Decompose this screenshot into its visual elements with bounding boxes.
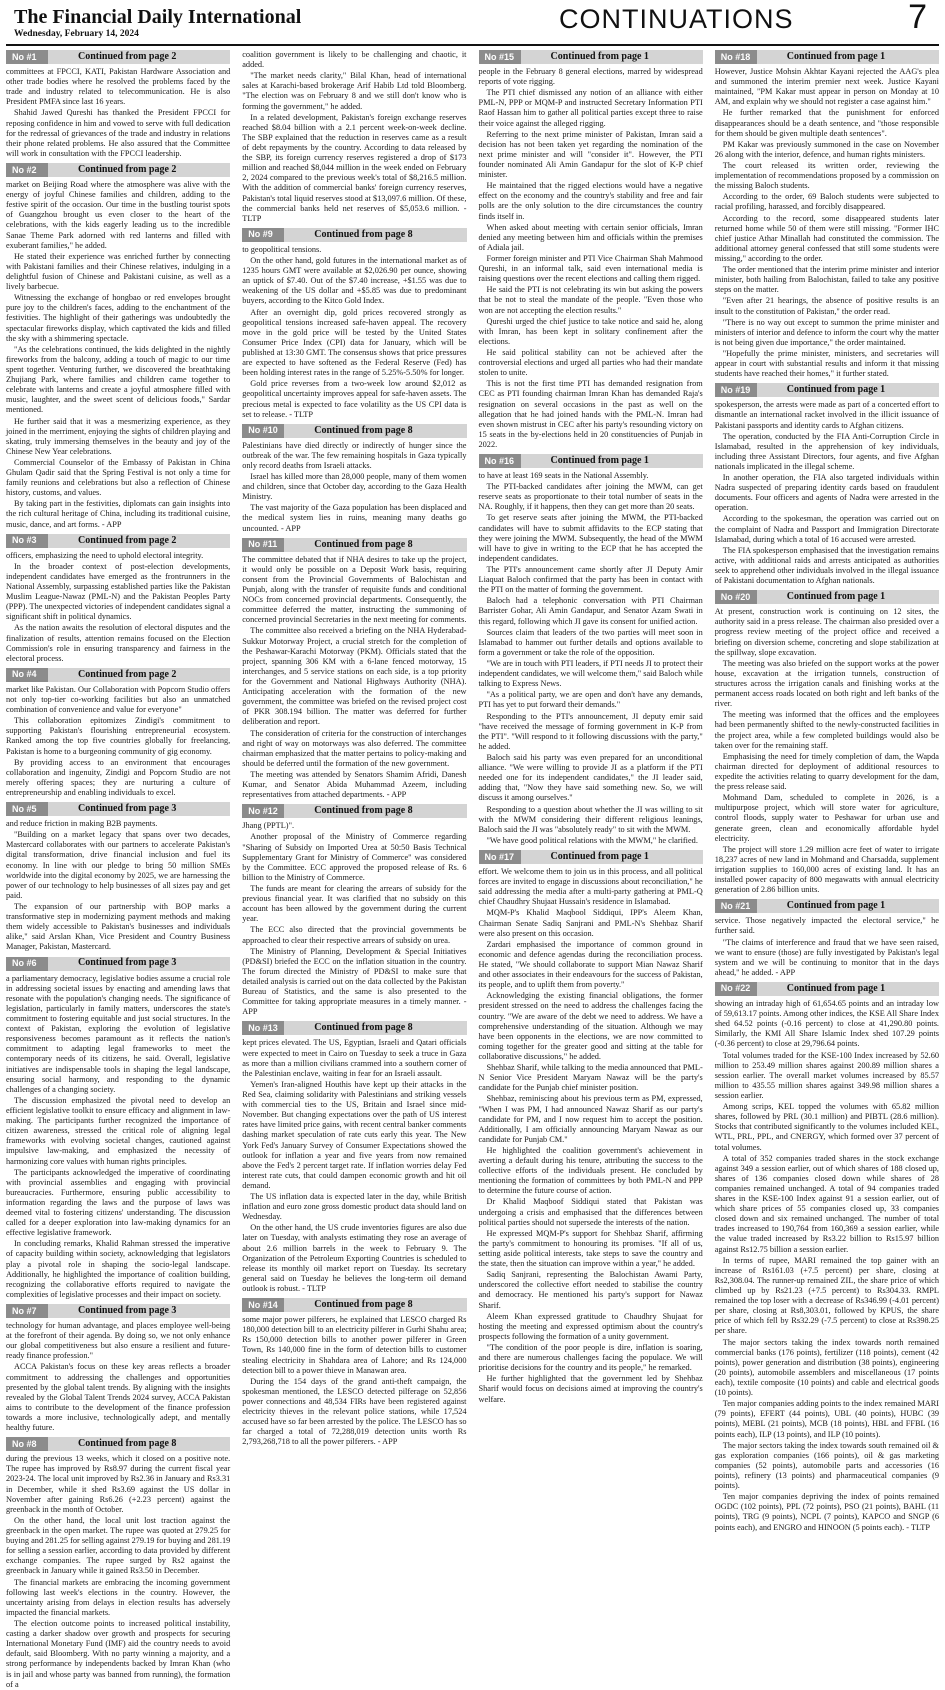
article-paragraph: "The condition of the poor people is dire, inflation is soaring, and there are numerous challenges facing the populace. We will prioritise decisions for the country and its people," he remarked. [478,1343,703,1373]
article-paragraph: He further said that it was a mesmerizing experience, as they joined in the merriment, enjoying the sights of children playing and skating, truly immersing themselves in the beauty and joy of the Chinese New Year celebrations. [6,416,231,456]
article-paragraph: Commercial Counselor of the Embassy of Pakistan in China Ghulam Qadir said that the Spring Festival is not only a time for family reunions and celebrations but also a reflection of Chinese history, customs, and values. [6,457,231,498]
continuation-header [715,899,939,913]
article-paragraph: The consideration of criteria for the construction of interchanges and right of way on motorways was also deferred. The committee chairman emphasized that the matter pertains to policy-making and should be deferred until the formation of the new government. [242,728,467,768]
continued-from-label: Continued from page 8 [284,424,466,438]
article-body [242,1038,466,1294]
article-paragraph: Baloch said his party was even prepared for an unconditional alliance. "We were willing to provide JI as a platform if the PTI needed one for its independent candidates," the JI leader said, adding that, "Now they have said something new. So, we will discuss it among ourselves." [478,753,703,803]
article-body [479,67,703,450]
article-paragraph: people in the February 8 general elections, marred by widespread reports of vote rigging. [478,67,703,87]
article-paragraph: At present, construction work is continuing on 12 sites, the authority said in a press release. The chairman also presided over a progress review meeting of the project office and received a briefing on diversion scheme, concreting and slope stabilization at the spillway, slope excavation. [714,607,939,657]
article-paragraph: He said political stability can not be achieved after the controversial elections and urged all parties who had their mandate stolen to unite. [478,347,703,378]
continuation-header [242,1298,466,1312]
continued-from-label: Continued from page 1 [757,383,939,397]
article-paragraph: Palestinians have died directly or indirectly of hunger since the outbreak of the war. The few remaining hospitals in Gaza typically only record deaths from Israeli attacks. [242,440,467,470]
article-paragraph: The ECC also directed that the provincial governments be approached to clear their respective arrears of subsidy on urea. [242,925,467,945]
continued-from-label: Continued from page 3 [48,957,230,971]
article-paragraph: The US inflation data is expected later in the day, while British inflation and euro zone gross domestic product data should land on Wednesday. [242,1192,467,1222]
continuation-number: No #19 [715,383,757,397]
continuation-header [242,424,466,438]
article-paragraph: The discussion emphasized the pivotal need to develop an efficient legislative toolkit to ensure efficacy and alignment in law-making. The participants further recognized the importance of citizen awareness, stressed the critical role of aligning legal frameworks with evolving societal changes, cautioned against impulsive law-making, and emphasized the necessity of harmonizing core values with human rights principles. [6,1095,231,1166]
continuation-number: No #12 [242,804,284,818]
continuation-number: No #8 [6,1437,48,1451]
continued-from-label: Continued from page 8 [284,804,466,818]
article-body [242,821,466,1017]
article-paragraph: The vast majority of the Gaza population has been displaced and the medical system lies in ruins, meaning many deaths go uncounted. - APP [242,503,467,533]
article-paragraph: officers, emphasizing the need to uphold electoral integrity. [6,550,204,560]
article-paragraph: Former foreign minister and PTI Vice Chairman Shah Mahmood Qureshi, in an informal talk, said even international media is raising questions over the recent elections and calling them rigged. [478,253,703,284]
continuation-number: No #9 [242,228,284,242]
article-paragraph: "The claims of interference and fraud that we have seen raised, we want to ensure (those) are fully investigated by Pakistan's legal system and we will be continuing to monitor that in the days ahead," he added. - APP [714,937,939,977]
article-paragraph: He further remarked that the punishment for enforced disappearances should be a death sentence, and "those responsible for them should be given multiple death sentences". [714,108,939,138]
continued-from-label: Continued from page 1 [521,850,703,864]
article-body [242,555,466,801]
article-paragraph: "The market needs clarity," Bilal Khan, head of international sales at Karachi-based brokerage Arif Habib Ltd told Bloomberg. "The election was on February 8 and we still don't know who is forming the government," he added. [242,71,467,111]
continued-from-label: Continued from page 1 [521,50,703,64]
article-paragraph: "There is no way out except to summon the prime minister and ministers of interior and defence to inform the court why the matter is not being given due importance," the order maintained. [714,317,939,347]
issue-date: Wednesday, February 14, 2024 [14,29,139,39]
article-paragraph: He further highlighted that the government led by Shehbaz Sharif would focus on decisions aimed at improving the country's welfare. [478,1374,703,1404]
continued-from-label: Continued from page 1 [757,982,939,996]
article-body [479,867,703,1405]
article-body [242,1315,466,1447]
article-paragraph: The court released its written order, reviewing the implementation of recommendations proposed by a commission on the missing Baloch students. [714,160,939,191]
article-paragraph: "As the celebrations continued, the kids delighted in the nightly fireworks from the balcony, adding a touch of magic to our time spent together. Venturing further, we discovered the breathtaking Zhujiang Park, where families and children came together to celebrate with lanterns and create a joyful atmosphere filled with music, laughter, and the sweet scent of delicious foods," Sardar mentioned. [6,344,231,415]
article-paragraph: spokesperson, the arrests were made as part of a concerted effort to dismantle an international racket involved in the illicit issuance of Pakistani passports and identity cards to Afghan citizens. [714,400,939,430]
article-paragraph: Responding to a question about whether the JI was willing to sit with the MWM considering their different religious leanings, Baloch said the JI was "absolutely ready" to sit with the MWM. [478,804,703,834]
article-paragraph: This collaboration epitomizes Zindigi's commitment to supporting Pakistan's flourishing entrepreneurial ecosystem. Ranked among the top five countries globally for freelancing, Pakistan is home to a burgeoning community of gig economy. [6,716,231,756]
article-paragraph: market on Beijing Road where the atmosphere was alive with the energy of joyful Chinese families and children, adding to the festive spirit of the occasion. Our time in the bustling tourist spots of Guangzhou brought us even closer to the heart of the celebrations, with the kids eagerly leading us to the incredible Sanae Theme Park adorned with red lanterns and filled with exuberant families," he added. [6,179,231,250]
article-body [715,916,939,978]
article-paragraph: The participants acknowledged the imperative of coordinating with provincial assemblies and engaging with provincial bureaucracies. Furthermore, ensuring public accessibility to information regarding the laws and the purpose of laws was deemed vital to fostering citizens' understanding. The discussion called for a deeper exploration into law-making dynamics for an effective legislative framework. [6,1167,231,1238]
article-paragraph: "Building on a market legacy that spans over two decades, Mastercard collaborates with our partners to accelerate Pakistan's digital transformation, drive financial inclusion and fuel its economy. In line with our pledge to bring 50 million SMEs worldwide into the digital economy by 2025, we are harnessing the power of our technology to help businesses of all sizes pay and get paid. [6,830,231,900]
article-paragraph: Gold price reverses from a two-week low around $2,012 as geopolitical uncertainty improves appeal for safe-haven assets. The precious metal is expected to face volatility as the US CPI data is set to release. - TLTP [242,379,467,419]
continuation-number: No #5 [6,802,48,816]
article-paragraph: showing an intraday high of 61,654.65 points and an intraday low of 59,613.17 points. Among other indices, the KSE All Share Index shed 64.52 points (-0.16 percent) to close at 41,290.80 points. Similarly, the KMI All Share Islamic Index shed 107.29 points (-0.36 percent) to close at 29,796.64 points. [714,998,939,1049]
article-paragraph: In a related development, Pakistan's foreign exchange reserves reached $8.04 billion with a 2.1 percent week-on-week decline. The SBP explained that the reduction in reserves came as a result of debt repayments by the country. According to data released by the SBP, its foreign currency reserves registered a drop of $173 million and reached $8,044 million in the week ended on February 2, 2024 compared to the previous week's total of $8,216.5 million. With the addition of commercial banks' foreign currency reserves, Pakistan's total liquid reserves stood at $13,097.6 million. Of these, the commercial banks held net reserves of $5,053.6 million. - TLTP [242,112,467,223]
article-paragraph: Total volumes traded for the KSE-100 Index increased by 52.60 million to 253.49 million shares against 200.89 million shares a session earlier. The overall market volumes increased by 85.57 million to 435.55 million shares against 349.98 million shares a session earlier. [714,1050,939,1100]
article-paragraph: However, Justice Mohsin Akhtar Kayani rejected the AAG's plea and summoned the interim premier next week. Justice Kayani maintained, "PM Kakar must appear in person on Monday at 10 AM, and explain why we should not register a case against him." [714,67,939,107]
article-paragraph: Israel has killed more than 28,000 people, many of them women and children, since that October day, according to the Gaza Health Ministry. [242,472,467,502]
article-paragraph: The order mentioned that the interim prime minister and interior minister, both hailing from Balochistan, failed to take any positive steps on the matter. [714,265,939,295]
article-paragraph: The committee debated that if NHA desires to take up the project, it would only be possible on a Deposit Work basis, requiring consent from the Provincial Governments of Balochistan and Punjab, along with the transfer of requisite funds and conditional NOCs from concerned provincial departments. Consequently, the committee deferred the matter, instructing the summoning of concerned provincial Secretaries in the next meeting for comments. [242,554,467,625]
continuation-header [6,1304,230,1318]
article-paragraph: To get reserve seats after joining the MWM, the PTI-backed candidates will have to submit affidavits to the ECP stating that they were joining the MWM. Subsequently, the head of the MWM will have to give in writing to the ECP that he has accepted the independent candidates. [478,513,703,563]
article-paragraph: Shehbaz, reminiscing about his previous term as PM, expressed, "When I was PM, I had announced Nawaz Sharif as our party's candidate for PM, and I now request him to accept the position. Additionally, I am officially announcing Maryam Nawaz as our candidate for Punjab CM." [478,1094,703,1144]
article-paragraph: technology for human advantage, and places employee well-being at the forefront of their agenda. By doing so, we not only enhance our global competitiveness but also ensure a resilient and future-ready finance profession." [6,1321,231,1361]
article-paragraph: In terms of rupee, MARI remained the top gainer with an increase of Rs161.03 (+7.5 percent) per share, closing at Rs2,308.04. The runner-up remained ZIL, the share price of which climbed up by Rs21.23 (+7.5 percent) to Rs304.33. RMPL remained the top loser with a decrease of Rs346.99 (-4.01 percent) per share, closing at Rs8,303.01, followed by KPUS, the share price of which fell by Rs32.29 (-7.5 percent) to close at Rs398.25 per share. [714,1255,939,1336]
article-paragraph: The funds are meant for clearing the arrears of subsidy for the previous financial year. It was clarified that no subsidy on this account has been allowed by the government during the current year. [242,883,467,924]
article-paragraph: a parliamentary democracy, legislative bodies assume a crucial role in addressing societal issues by enacting and amending laws that resonate with the population's changing needs. The significance of legislation, particularly in family matters, underscores the state's commitment to fostering equitable and just social structures. In the context of Pakistan, exploring the evolution of legislative responsiveness becomes paramount as it reflects the nation's commitment to adapting legal frameworks to meet the contemporary needs of its citizens, he said. Overall, legislative initiatives are indispensable tools in shaping the legal landscape, ensuring social harmony, and responding to the dynamic challenges of a changing society. [6,973,231,1094]
article-paragraph: He said the PTI is not celebrating its win but asking the powers that be not to steal the mandate of the people. "Even those who won are not accepting the election results." [478,285,703,315]
article-body [242,245,466,420]
news-column-1 [6,50,231,1689]
article-paragraph: The Ministry of Planning, Development & Special Initiatives (PD&SI) briefed the ECC on the inflation situation in the country. The forum directed the Ministry of PD&SI to make sure that detailed analysis is carried out on the data collected by the Pakistan Bureau of Statistics, and the same is also presented to the Committee for taking appropriate measures in a timely manner. - APP [242,946,467,1017]
article-body [479,471,703,846]
article-paragraph: coalition government is likely to be challenging and chaotic, it added. [242,50,467,70]
continuation-header [242,538,466,552]
article-body [715,999,939,1533]
continuation-header [242,228,466,242]
article-paragraph: According to the spokesman, the operation was carried out on the complaint of Nadra and Passport and Immigration Directorate Islamabad, during which a total of 16 accused were arrested. [714,514,939,544]
article-body [715,607,939,895]
continuation-number: No #17 [479,850,521,864]
article-body [6,1454,230,1690]
article-paragraph: market like Pakistan. Our Collaboration with Popcorn Studio offers not only top-tier co-working facilities but also an unmatched combination of convenience and value for everyone" [6,684,231,715]
article-paragraph: In concluding remarks, Khalid Rahman stressed the imperative of capacity building within society, acknowledging that legislators play a pivotal role in shaping the socio-legal landscape. Additionally, he highlighted the importance of coalition building, recognizing the collaborative efforts required to navigate the complexities of legislative processes and their impact on society. [6,1239,231,1299]
article-paragraph: This is not the first time PTI has demanded resignation from CEC as PTI founding chairman Imran Khan has demanded Raja's resignation on several occasions in the past as well on the allegation that he had joined hands with the PML-N. Imran had even shown mistrust in CEC after his party's resounding victory on 15 seats in the by-elections held in 20 constituencies of Punjab in 2022. [478,379,703,449]
article-paragraph: The meeting was informed that the offices and the employees had been permanently shifted to the newly-constructed facilities in the project area, while a few completed buildings would also be taken over for the remaining staff. [714,710,939,750]
continuation-number: No #10 [242,424,284,438]
article-body [715,67,939,379]
article-paragraph: The PTI-backed candidates after joining the MWM, can get reserve seats as proportionate to their total number of seats in the NA. Roughly, if it happens, then they can get more than 20 seats. [478,482,703,512]
article-paragraph: Aleem Khan expressed gratitude to Chaudhry Shujaat for hosting the meeting and expressed optimism about the country's prospects following the formation of a unity government. [478,1311,703,1341]
article-paragraph: Yemen's Iran-aligned Houthis have kept up their attacks in the Red Sea, claiming solidarity with Palestinians and striking vessels with commercial ties to the US, Britain and Israel since mid-November. But changing expectations over the path of US interest rates have limited price gains, with recent central banker comments dashing market speculation of rate cuts early this year. The New York Fed's January Survey of Consumer Expectations showed the outlook for inflation a year and five years from now remained above the Fed's 2 percent target rate. If inflation worries delay Fed interest rate cuts, that could dampen economic growth and hit oil demand. [242,1079,467,1190]
article-paragraph: Witnessing the exchange of hongbao or red envelopes brought pure joy to the children's faces, adding to the enchantment of the festivities. The highlight of their gatherings was undoubtedly the spectacular fireworks display, which captivated the kids and filled the sky with a shimmering spectacle. [6,293,231,343]
article-paragraph: The FIA spokesperson emphasised that the investigation remains active, with additional raids and arrests anticipated as authorities seek to apprehend other individuals involved in the illegal issuance of Pakistani documentation to Afghan nationals. [714,545,939,586]
article-paragraph: He expressed MQM-P's support for Shehbaz Sharif, affirming the party's commitment to honouring its promises. "If all of us, setting aside political interests, take steps to save the country and the state, then the situation can improve within a year," he added. [478,1228,703,1269]
article-paragraph: According to the order, 69 Baloch students were subjected to racial profiling, harassed, and forcibly disappeared. [714,192,939,212]
article-paragraph: On the other hand, the US crude inventories figures are also due later on Tuesday, with analysts estimating they rose an average of about 2.6 million barrels in the week to February 9. The Organization of the Petroleum Exporting Countries is scheduled to release its monthly oil market report on Tuesday. Its secretary general said on Tuesday he believes the long-term oil demand outlook is robust. - TLTP [242,1223,467,1294]
article-body [6,67,230,159]
article-paragraph: The PTI's announcement came shortly after JI Deputy Amir Liaquat Baloch confirmed that the party has been in contact with the PTI on the matter of forming the government. [478,565,703,595]
news-column-3 [479,50,703,1523]
article-paragraph: Acknowledging the existing financial obligations, the former president stressed on the need to address the challenges facing the country. "We are aware of the debt we need to address. We have a comprehensive understanding of the situation. Although we may have been opponents in the elections, we are now committed to coming together for the greater good and sitting at the table for collaborative discussions," he added. [478,991,703,1061]
continuation-header [6,534,230,548]
continuation-number: No #1 [6,50,48,64]
section-title: CONTINUATIONS [559,4,794,34]
continuation-header [715,982,939,996]
continuation-header [479,454,703,468]
page-number: 7 [908,0,927,36]
continued-from-label: Continued from page 1 [521,454,703,468]
article-paragraph: and reduce friction in making B2B payments. [6,819,158,829]
continued-from-label: Continued from page 1 [757,899,939,913]
article-paragraph: The election outcome points to increased political instability, casting a darker shadow over growth and prospects for securing International Monetary Fund (IMF) aid the country needs to avoid default, said Bloomberg. With no party winning a majority, and a strong performance by independents backed by Imran Khan (who is in jail and whose party was banned from running), the formation of a [6,1618,231,1689]
continuation-number: No #4 [6,668,48,682]
continuation-number: No #7 [6,1304,48,1318]
continuation-header [479,50,703,64]
article-columns [6,50,939,1689]
continued-from-label: Continued from page 8 [284,228,466,242]
continuation-number: No #14 [242,1298,284,1312]
continuation-header [479,850,703,864]
article-paragraph: On the other hand, the local unit lost traction against the greenback in the open market. The rupee was quoted at 279.25 for buying and 281.25 for selling against 279.19 for buying and 281.19 for selling a session earlier, according to data provided by different exchange companies. The rupee surged by Rs2 against the greenback in January while it gained Rs3.50 in December. [6,1515,231,1576]
continuation-number: No #6 [6,957,48,971]
article-paragraph: "Even after 21 hearings, the absence of positive results is an insult to the constitution of Pakistan," the order read. [714,296,939,316]
article-paragraph: In the broader context of post-election developments, independent candidates have emerged as the frontrunners in the National Assembly, surpassing established parties like the Pakistan Muslim League-Nawaz (PML-N) and the Pakistan Peoples Party (PPP). The unexpected victories of independent candidates signal a significant shift in political dynamics. [6,561,231,622]
article-paragraph: Zardari emphasised the importance of common ground in economic and defence agendas during the reconciliation process. He stated, "We should collaborate to support Mian Nawaz Sharif and other associates in their endeavours for the success of Pakistan, its people, and to uplift them from poverty." [478,939,703,990]
continued-from-label: Continued from page 2 [48,50,230,64]
article-paragraph: during the previous 13 weeks, which it closed on a positive note. The rupee has improved by Rs8.97 during the current fiscal year 2023-24. The local unit improved by Rs2.36 in January and Rs3.31 in December, while it shed Rs3.69 against the US dollar in November after gaining Rs6.26 (+2.23 percent) against the greenback in the month of October. [6,1454,231,1514]
continuation-header [6,802,230,816]
article-paragraph: Mohmand Dam, scheduled to complete in 2026, is a multipurpose project, which will store water for agriculture, control floods, supply water to Peshawar for urban use and generate green, clean and economically affordable hydel electricity. [714,793,939,843]
article-body [242,441,466,534]
article-paragraph: Sadiq Sanjrani, representing the Balochistan Awami Party, underscored the collective effort needed to stabilise the country and democracy. He mentioned his party's support for Nawaz Sharif. [478,1270,703,1310]
continued-from-label: Continued from page 2 [48,163,230,177]
continuation-number: No #20 [715,590,757,604]
article-paragraph: By providing access to an environment that encourages collaboration and ingenuity, Zindigi and Popcorn Studio are not merely offering spaces; they are nurturing a culture of entrepreneurship and enabling individuals to excel. [6,757,231,797]
continued-from-label: Continued from page 8 [284,1021,466,1035]
article-paragraph: ACCA Pakistan's focus on these key areas reflects a broader commitment to addressing the challenges and opportunities presented by the global talent trends. By aligning with the insights revealed by the Global Talent Trends 2024 survey, ACCA Pakistan aims to contribute to the development of the finance profession towards a more inclusive, technologically adept, and mentally healthy future. [6,1362,231,1433]
article-paragraph: During the 154 days of the grand anti-theft campaign, the spokesman mentioned, the LESCO detected pilferage on 52,856 power connections and 48,534 FIRs have been registered against electricity thieves in the relevant police stations, while 17,524 accused have so far been arrested by the police. The LESCO has so far charged a total of 72,288,019 detection units worth Rs 2,793,268,718 to all the power pilferers. - APP [242,1376,467,1447]
continuation-number: No #16 [479,454,521,468]
article-paragraph: Shehbaz Sharif, while talking to the media announced that PML-N Senior Vice President Maryam Nawaz will be the party's candidate for the Punjab chief minister position. [478,1063,703,1093]
article-paragraph: Jhang (PPTL)". [242,821,295,831]
news-column-2 [242,50,466,1523]
article-paragraph: By taking part in the festivities, diplomats can gain insights into the rich cultural heritage of China, including its traditional cuisine, music, dance, and art forms. - APP [6,499,231,529]
article-paragraph: Dr Khalid Maqboof Siddiqui stated that Pakistan was undergoing a crisis and emphasised that the differences between political parties should not supersede the interests of the nation. [478,1197,703,1227]
article-body [6,551,230,664]
continuation-header [6,957,230,971]
continuation-header [6,1437,230,1451]
continuation-number: No #11 [242,538,284,552]
article-body [715,400,939,586]
continuation-number: No #13 [242,1021,284,1035]
article-paragraph: He stated their experience was enriched further by connecting with Pakistani families and their Chinese relatives, indulging in a delightful fusion of Chinese and Pakistani cuisine, as well as a lively barbecue. [6,251,231,292]
continued-from-label: Continued from page 1 [757,50,939,64]
continuation-number: No #3 [6,534,48,548]
article-paragraph: After an overnight dip, gold prices recovered strongly as geopolitical tensions increased safe-haven appeal. The recovery move in the gold price will be tested by the United States Consumer Price Index (CPI) data for January, which will be published at 13:30 GMT. The consensus shows that price pressures are expected to have softened as the Federal Reserve (Fed) has been holding interest rates in the range of 5.25%-5.50% for longer. [242,307,467,378]
article-paragraph: PM Kakar was previously summoned in the case on November 26 along with the interior, defence, and human rights ministers. [714,139,939,159]
article-paragraph: Shahid Jawed Qureshi has thanked the President FPCCI for reposing confidence in him and vowed to serve with full dedication for the redressal of grievances of the trade and industry in relations their phone related problems. He also assured that the Committee will work in consultation with the FPCCI leadership. [6,108,231,158]
article-paragraph: The financial markets are embracing the incoming government following last week's elections in the country. However, the uncertainty arising from delays in election results has adversely impacted the financial markets. [6,1577,231,1617]
article-paragraph: Emphasising the need for timely completion of dam, the Wapda chairman directed for deployment of additional resources to expedite the activities relating to quarry development for the dam, the press release said. [714,751,939,792]
article-paragraph: to have at least 169 seats in the National Assembly. [478,471,649,481]
paper-name: The Financial Daily International [14,6,302,28]
article-paragraph: The operation, conducted by the FIA Anti-Corruption Circle in Islamabad, resulted in the apprehension of key individuals, including three Assistant Directors, four agents, and five Afghan nationals implicated in the illegal scheme. [714,431,939,471]
article-paragraph: Among scrips, KEL topped the volumes with 65.82 million shares, followed by PRL (30.1 million) and PIBTL (28.6 million). Stocks that contributed significantly to the volumes included KEL, WTL, PRL, PPL, and CNERGY, which formed over 37 percent of total volumes. [714,1102,939,1152]
continued-from-label: Continued from page 1 [757,590,939,604]
article-paragraph: The meeting was attended by Senators Shamim Afridi, Danesh Kumar, and Senator Abida Muhammad Azeem, including representatives from attached departments. - APP [242,770,467,800]
article-paragraph: When asked about meeting with certain senior officials, Imran denied any meeting between him and officials within the premises of Adiala jail. [478,222,703,252]
article-paragraph: The PTI chief dismissed any notion of an alliance with either PML-N, PPP or MQM-P and instructed Secretary Information PTI Raof Hassan him to gather all political parties except three to raise their voice against the alleged rigging. [478,88,703,128]
article-paragraph: Ten major companies depriving the index of points remained OGDC (102 points), PPL (72 points), PSO (21 points), BAHL (11 points), TRG (9 points), NCPL (7 points), KAPCO and SNGP (6 points each), and ENGRO and HINOON (5 points each). - TLTP [714,1492,939,1532]
continuation-header [6,163,230,177]
article-paragraph: "As a political party, we are open and don't have any demands, PTI has yet to put forward their demands." [478,690,703,710]
article-paragraph: MQM-P's Khalid Maqbool Siddiqui, IPP's Aleem Khan, Chairman Senate Sadiq Sanjrani and PML-N's Shehbaz Sharif were also present on this occasion. [478,908,703,938]
article-paragraph: The meeting was also briefed on the support works at the power house, excavation at the irrigation tunnels, construction of structures across the irrigation canals and finishing works at the permanent access roads located on both right and left banks of the river. [714,658,939,709]
continuation-number: No #2 [6,163,48,177]
article-body [6,180,230,530]
continuation-number: No #22 [715,982,757,996]
continued-from-label: Continued from page 2 [48,534,230,548]
article-paragraph: "Hopefully the prime minister, ministers, and secretaries will appear in court with substantial results and inform it that missing students have reached their homes," it further stated. [714,348,939,379]
continuation-header [6,50,230,64]
article-paragraph: Referring to the next prime minister of Pakistan, Imran said a decision has not been taken yet regarding the nomination of the next prime minister and will "consider it". However, the PTI founder nominated Ali Amin Gandapur for the slot of K-P chief minister. [478,129,703,180]
news-column-4 [714,50,939,1532]
article-paragraph: effort. We welcome them to join us in this process, and all political forces are invited to engage in discussions about reconciliation," he said addressing the media after a multi-party gathering at PML-Q chief Chaudhry Shujaat Hussain's residence in Islamabad. [478,866,703,907]
continued-from-label: Continued from page 8 [284,538,466,552]
article-body [6,974,230,1301]
continued-from-label: Continued from page 3 [48,1304,230,1318]
article-paragraph: to geopolitical tensions. [242,244,322,254]
article-paragraph: Baloch had a telephonic conversation with PTI Chairman Barrister Gohar, Ali Amin Gandapur, and Senator Azam Swati in this regard, following which JI gave its consent for unified action. [478,596,703,626]
continued-from-label: Continued from page 3 [48,802,230,816]
article-paragraph: According to the record, some disappeared students later returned home while 50 of them were still missing. "Former IHC chief justice Athar Minallah had constituted the commission. The additional attorney general confessed that still some students were missing," according to the order. [714,213,939,263]
article-body [242,50,466,224]
article-body [6,685,230,798]
continued-from-label: Continued from page 8 [284,1298,466,1312]
article-paragraph: kept prices elevated. The US, Egyptian, Israeli and Qatari officials were expected to meet in Cairo on Tuesday to seek a truce in Gaza as more than a million civilians crammed into a southern corner of the Palestinian enclave, waiting in fear for an Israeli assault. [242,1038,467,1078]
article-paragraph: The major sectors taking the index towards north remained commercial banks (176 points), fertilizer (118 points), cement (42 points), power generation and distribution (38 points), engineering (20 points), automobile assemblers and miscellaneous (17 points each), textile composite (10 points) and cable and electrical goods (10 points). [714,1337,939,1398]
continuation-number: No #15 [479,50,521,64]
continuation-number: No #18 [715,50,757,64]
article-paragraph: Another proposal of the Ministry of Commerce regarding "Sharing of Subsidy on Imported Urea at 50:50 Basis Technical Supplementary Grant for Ministry of Commerce" was considered by the Committee. ECC approved the proposed release of Rs. 6 billion to the Ministry of Commerce. [242,832,467,882]
article-body [6,819,230,952]
article-body [6,1321,230,1433]
article-paragraph: Responding to the PTI's announcement, JI deputy emir said "have received the message of forming government in K-P from the PTI". "Will respond to it following discussions with the party," he added. [478,711,703,751]
article-paragraph: service. Those negatively impacted the electoral service," he further said. [714,916,939,936]
article-paragraph: He highlighted the coalition government's achievement in averting a default during his tenure, attributing the success to the collective efforts of the individuals present. He concluded by mentioning the formation of committees by both PML-N and PPP to determine the future course of action. [478,1145,703,1196]
article-paragraph: The committee also received a briefing on the NHA Hyderabad-Sukkur Motorway Project, a crucial stretch for the completion of the Peshawar-Karachi Motorway (PKM). Officials stated that the project, spanning 306 KM with a 6-lane fenced motorway, 15 interchanges, and 5 service stations on each side, is a top priority for the Government and National Highways Authority (NHA). Anticipating acceleration with the formation of the new government, the committee was briefed on the revised project cost of PKR 308.194 billion. The matter was deferred for further deliberation and report. [242,626,467,727]
continued-from-label: Continued from page 8 [48,1437,230,1451]
article-paragraph: some major power pilferers, he explained that LESCO charged Rs 180,000 detection bill to an electricity pilferer in Gurhi Shahu area; Rs 150,000 detection bills to another power pilferer in Green Town, Rs 140,000 fine in the form of detection bills to customer stealing electricity in Shahdara area of Lahore; and Rs 124,000 detection bill to a power thieve in Manawan area. [242,1315,467,1375]
article-paragraph: In another operation, the FIA also targeted individuals within Nadra suspected of preparing identity cards based on fraudulent documents. Four officers and agents of Nadra were arrested in the operation. [714,473,939,513]
article-paragraph: The project will store 1.29 million acre feet of water to irrigate 18,237 acres of new land in Mohmand and Charsadda, supplement irrigation supplies to 160,000 acres of existing land. It has an installed power capacity of 800 megawatts with annual electricity generation of 2.86 billion units. [714,844,939,895]
article-paragraph: "We are in touch with PTI leaders, if PTI needs JI to protect their independent candidates, we will welcome them," said Baloch while talking to Express News. [478,659,703,689]
continuation-header [715,50,939,64]
article-paragraph: Sources claim that leaders of the two parties will meet soon in Islamabad to hammer out further details and options available to form a government or take the role of the opposition. [478,627,703,657]
continuation-header [242,1021,466,1035]
article-paragraph: The major sectors taking the index towards south remained oil & gas exploration companies (166 points), oil & gas marketing companies (52 points), automobile parts and accessories (16 points), refinery (13 points) and pharmaceutical companies (9 points). [714,1440,939,1491]
continuation-header [715,383,939,397]
continued-from-label: Continued from page 2 [48,668,230,682]
masthead [6,0,939,46]
continuation-header [242,804,466,818]
article-paragraph: "We have good political relations with the MWM," he clarified. [486,835,698,845]
article-paragraph: A total of 352 companies traded shares in the stock exchange against 349 a session earlier, out of which shares of 188 closed up, shares of 136 companies closed down while shares of 28 companies remained unchanged. A total of 94 companies traded shares in the KSE-100 Index against 91 a session earlier, out of which share prices of 55 companies closed up, 33 companies closed down and six remained unchanged. The number of total trades increased to 190,764 from 160,369 a session earlier, while the value traded increased by Rs3.22 billion to Rs15.97 billion against Rs12.75 billion a session earlier. [714,1153,939,1254]
article-paragraph: He maintained that the rigged elections would have a negative effect on the economy and the country's stability and free and fair polls are the only solution to the dire circumstances the country finds itself in. [478,181,703,221]
article-paragraph: As the nation awaits the resolution of electoral disputes and the finalization of results, attention remains focused on the Election Commission's role in ensuring transparency and fairness in the electoral process. [6,623,231,663]
continuation-number: No #21 [715,899,757,913]
article-paragraph: committees at FPCCI, KATI, Pakistan Hardware Association and other trade bodies where he resolved the problems faced by the trade and industry related to telecommunication. He is also President PMFA since last 16 years. [6,67,231,107]
article-paragraph: The expansion of our partnership with BOP marks a transformative step in modernizing payment methods and making them widely accessible to Pakistan's businesses and individuals alike," said Arslan Khan, Vice President and Country Business Manager, Pakistan, Mastercard. [6,901,231,952]
continuation-header [6,668,230,682]
article-paragraph: Ten major companies adding points to the index remained MARI (79 points), EFERT (44 points), UBL (40 points), HUBC (39 points), MEBL (21 points), MCB (18 points), HBL and FFBL (16 points each), ILP (13 points), and ILP (10 points). [714,1399,939,1439]
article-paragraph: Qureshi urged the chief justice to take notice and said he, along with Imran, has been kept in solitary confinement after the elections. [478,316,703,346]
continuation-header [715,590,939,604]
article-paragraph: On the other hand, gold futures in the international market as of 1235 hours GMT were available at $2,026.90 per ounce, showing an uptick of $7.40. Out of the $7.40 increase, +$1.55 was due to weakening of the US dollar and +$5.85 was due to predominant buyers, according to the Kitco Gold Index. [242,255,467,306]
